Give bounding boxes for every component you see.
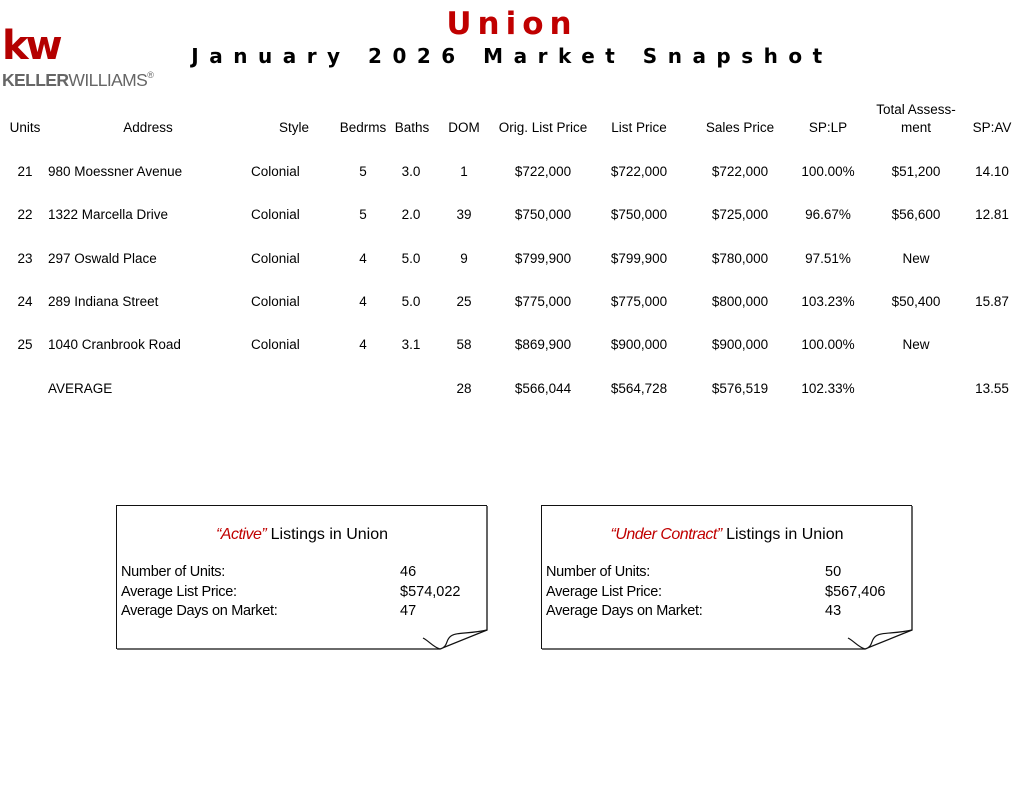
cell-dom: 9 <box>460 251 468 266</box>
cell-baths: 2.0 <box>401 207 421 222</box>
cell-baths: 3.0 <box>401 164 421 179</box>
cell-baths: 5.0 <box>401 294 421 309</box>
header-address: Address <box>123 120 173 135</box>
cell-sp-lp: 100.00% <box>801 337 855 352</box>
cell-orig-list-price: $869,900 <box>514 337 572 352</box>
cell-total-assessment: New <box>902 251 930 266</box>
cell-units: 24 <box>17 294 33 309</box>
active-box-title <box>117 525 487 545</box>
active-box-title-emphasis: “Active” <box>215 526 267 543</box>
cell-address: 1040 Cranbrook Road <box>48 337 181 352</box>
cell-list-price: $900,000 <box>610 337 668 352</box>
cell-address: 980 Moessner Avenue <box>48 164 183 179</box>
average-dom: 28 <box>456 381 472 396</box>
average-sp-lp: 102.33% <box>801 381 855 396</box>
cell-bedrms: 4 <box>359 337 367 352</box>
logo-registered-mark: ® <box>147 70 154 80</box>
cell-dom: 1 <box>460 164 468 179</box>
cell-sp-av: 12.81 <box>975 207 1009 222</box>
cell-units: 25 <box>17 337 33 352</box>
cell-sales-price: $722,000 <box>711 164 769 179</box>
header-sp-lp: SP:LP <box>808 120 848 135</box>
average-list-price: $564,728 <box>610 381 668 396</box>
cell-units: 22 <box>17 207 33 222</box>
cell-sales-price: $725,000 <box>711 207 769 222</box>
cell-orig-list-price: $750,000 <box>514 207 572 222</box>
cell-style: Colonial <box>251 337 300 352</box>
cell-bedrms: 4 <box>359 251 367 266</box>
cell-bedrms: 5 <box>359 164 367 179</box>
header-orig-list-price: Orig. List Price <box>498 120 588 135</box>
cell-address: 297 Oswald Place <box>48 251 157 266</box>
cell-list-price: $799,900 <box>610 251 668 266</box>
contract-avg-price-value: $567,406 <box>825 584 886 600</box>
cell-total-assessment: $51,200 <box>891 164 941 179</box>
header-total-assessment-line1: Total Assess- <box>876 102 956 117</box>
cell-address: 289 Indiana Street <box>48 294 159 309</box>
cell-sp-lp: 96.67% <box>805 207 851 222</box>
active-avg-dom-label: Average Days on Market: <box>121 603 278 619</box>
header-style: Style <box>278 120 309 135</box>
average-sales-price: $576,519 <box>711 381 769 396</box>
header-bedrms: Bedrms <box>339 120 387 135</box>
contract-avg-dom-value: 43 <box>825 603 842 619</box>
cell-sp-lp: 103.23% <box>801 294 855 309</box>
active-avg-dom-value: 47 <box>400 603 417 619</box>
page-subtitle: January 2026 Market Snapshot <box>191 44 833 68</box>
contract-box-title <box>542 525 912 545</box>
cell-total-assessment: $56,600 <box>891 207 941 222</box>
cell-units: 21 <box>17 164 33 179</box>
header-baths: Baths <box>394 120 430 135</box>
cell-units: 23 <box>17 251 33 266</box>
active-listings-box <box>116 505 487 649</box>
cell-orig-list-price: $799,900 <box>514 251 572 266</box>
contract-avg-dom-label: Average Days on Market: <box>546 603 703 619</box>
cell-style: Colonial <box>251 207 300 222</box>
cell-baths: 5.0 <box>401 251 421 266</box>
cell-sales-price: $780,000 <box>711 251 769 266</box>
contract-units-value: 50 <box>825 564 842 580</box>
cell-style: Colonial <box>251 294 300 309</box>
under-contract-listings-box <box>541 505 912 649</box>
cell-sales-price: $900,000 <box>711 337 769 352</box>
logo-wordmark <box>2 70 152 91</box>
contract-units-label: Number of Units: <box>546 564 650 580</box>
page-title: Union <box>446 6 578 42</box>
header-dom: DOM <box>448 120 480 135</box>
cell-list-price: $775,000 <box>610 294 668 309</box>
cell-style: Colonial <box>251 164 300 179</box>
cell-dom: 58 <box>456 337 472 352</box>
cell-baths: 3.1 <box>401 337 421 352</box>
cell-sp-av: 14.10 <box>975 164 1009 179</box>
average-sp-av: 13.55 <box>975 381 1009 396</box>
cell-bedrms: 4 <box>359 294 367 309</box>
active-units-value: 46 <box>400 564 417 580</box>
average-label: AVERAGE <box>48 381 113 396</box>
active-units-label: Number of Units: <box>121 564 225 580</box>
active-avg-price-label: Average List Price: <box>121 584 237 600</box>
kw-logo-mark: kw <box>2 23 60 69</box>
logo-wordmark-bold: KELLER <box>2 70 69 90</box>
header-units: Units <box>9 120 41 135</box>
cell-bedrms: 5 <box>359 207 367 222</box>
cell-style: Colonial <box>251 251 300 266</box>
header-sp-av: SP:AV <box>972 120 1012 135</box>
cell-dom: 39 <box>456 207 472 222</box>
average-orig-list-price: $566,044 <box>514 381 572 396</box>
active-avg-price-value: $574,022 <box>400 584 461 600</box>
header-sales-price: Sales Price <box>705 120 775 135</box>
active-box-title-rest: Listings in Union <box>266 526 389 543</box>
cell-sp-lp: 100.00% <box>801 164 855 179</box>
cell-list-price: $722,000 <box>610 164 668 179</box>
cell-sp-av: 15.87 <box>975 294 1009 309</box>
contract-box-title-rest: Listings in Union <box>721 526 844 543</box>
cell-total-assessment: New <box>902 337 930 352</box>
cell-dom: 25 <box>456 294 472 309</box>
header-list-price: List Price <box>611 120 667 135</box>
cell-orig-list-price: $775,000 <box>514 294 572 309</box>
cell-address: 1322 Marcella Drive <box>48 207 169 222</box>
contract-box-title-emphasis: “Under Contract” <box>610 526 722 543</box>
cell-sp-lp: 97.51% <box>805 251 851 266</box>
cell-orig-list-price: $722,000 <box>514 164 572 179</box>
header-total-assessment <box>868 101 964 137</box>
logo-wordmark-rest: WILLIAMS <box>68 70 148 90</box>
cell-sales-price: $800,000 <box>711 294 769 309</box>
cell-list-price: $750,000 <box>610 207 668 222</box>
header-total-assessment-line2: ment <box>900 120 931 135</box>
contract-avg-price-label: Average List Price: <box>546 584 662 600</box>
cell-total-assessment: $50,400 <box>891 294 941 309</box>
